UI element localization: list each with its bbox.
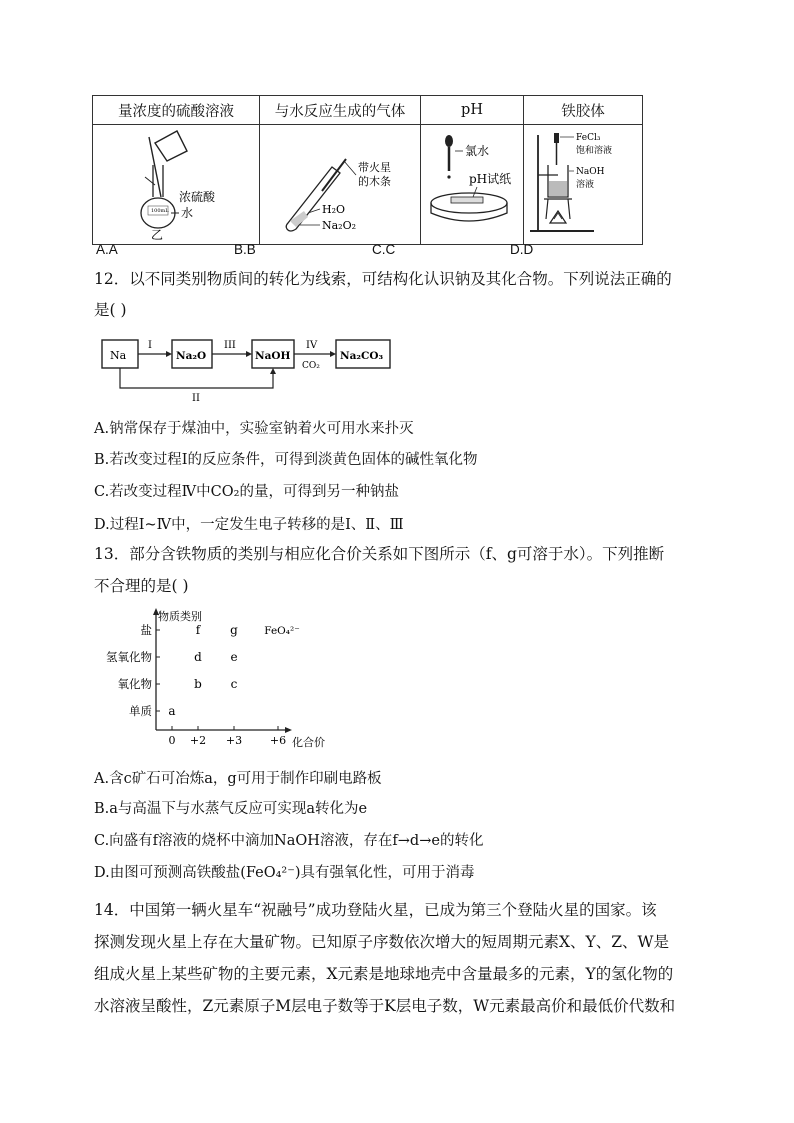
q13-option-b[interactable]: B.a与高温下与水蒸气反应可实现a转化为e [94, 801, 368, 817]
reaction-4-reagent: CO₂ [302, 361, 320, 371]
chlorine-water-label: 氯水 [465, 144, 490, 158]
na2o2-label: Na₂O₂ [322, 219, 357, 232]
table-header-a: 量浓度的硫酸溶液 [93, 96, 260, 125]
flask-volume-label: 100mL [151, 208, 169, 214]
yi-label: 乙 [151, 228, 164, 240]
q14-line-1: 14．中国第一辆火星车“祝融号”成功登陆火星，已成为第三个登陆火星的国家。该 [94, 901, 657, 919]
q12-stem-line1: 12．以不同类别物质间的转化为线索，可结构化认识钠及其化合物。下列说法正确的 [94, 270, 672, 288]
fecl3-label-1: FeCl₃ [576, 133, 601, 143]
point-e: e [230, 650, 238, 664]
sodium-conversion-diagram [96, 334, 396, 404]
water-label: 水 [181, 206, 194, 220]
q12-option-c[interactable]: C.若改变过程Ⅳ中CO₂的量，可得到另一种钠盐 [94, 484, 399, 500]
point-f: f [195, 623, 201, 637]
table-header-b: 与水反应生成的气体 [260, 96, 421, 125]
iron-valence-chart [92, 604, 352, 754]
q12-option-d[interactable]: D.过程Ⅰ~Ⅳ中，一定发生电子转移的是Ⅰ、Ⅱ、Ⅲ [94, 517, 404, 533]
x-tick-label: 0 [168, 734, 176, 747]
q11-option-c[interactable]: C.C [372, 242, 396, 257]
q12-option-a[interactable]: A.钠常保存于煤油中，实验室钠着火可用水来扑灭 [94, 421, 414, 437]
q13-option-a[interactable]: A.含c矿石可冶炼a，g可用于制作印刷电路板 [94, 771, 382, 787]
cell-a-diagram [93, 125, 260, 245]
cell-b-diagram [260, 125, 421, 245]
ph-paper-label: pH试纸 [469, 172, 512, 186]
naoh-label-1: NaOH [576, 167, 605, 177]
table-header-d: 铁胶体 [524, 96, 643, 125]
q11-option-d[interactable]: D.D [510, 242, 534, 257]
point-b: b [194, 677, 202, 691]
q13-option-d[interactable]: D.由图可预测高铁酸盐(FeO₄²⁻)具有强氧化性，可用于消毒 [94, 865, 475, 881]
category-label: 盐 [140, 623, 152, 637]
reaction-1-label: I [148, 340, 152, 351]
q12-stem-line2: 是( ) [94, 301, 127, 319]
reaction-3-label: III [224, 340, 236, 351]
point-a: a [168, 704, 176, 718]
category-label: 单质 [129, 704, 152, 718]
x-tick-label: +6 [269, 734, 287, 747]
category-label: 氢氧化物 [106, 650, 152, 664]
q14-line-2: 探测发现火星上存在大量矿物。已知原子序数依次增大的短周期元素X、Y、Z、W是 [94, 933, 669, 951]
experiment-table [92, 95, 643, 245]
q13-stem-line2: 不合理的是( ) [94, 577, 189, 595]
node-na-label: Na [110, 349, 127, 362]
x-tick-label: +3 [225, 734, 243, 747]
q11-option-b[interactable]: B.B [234, 242, 256, 257]
naoh-label-2: 溶液 [576, 180, 595, 190]
q11-option-a[interactable]: A.A [96, 242, 118, 257]
x-tick-label: +2 [189, 734, 207, 747]
conc-acid-label: 浓硫酸 [179, 190, 216, 204]
point-ferrate: FeO₄²⁻ [264, 625, 300, 637]
x-axis-title: 化合价 [292, 736, 325, 749]
reaction-4-label: IV [306, 340, 318, 351]
ph-paper-figure [421, 125, 523, 240]
fecl3-label-2: 饱和溶液 [576, 146, 613, 156]
stick-label-1: 带火星 [358, 161, 391, 174]
test-tube-figure [260, 125, 420, 240]
node-naoh-label: NaOH [255, 350, 291, 362]
q13-stem-line1: 13．部分含铁物质的类别与相应化合价关系如下图所示（f、g可溶于水）。下列推断 [94, 545, 665, 563]
point-g: g [230, 623, 238, 637]
node-na2o-label: Na₂O [176, 350, 207, 362]
point-c: c [230, 677, 238, 691]
q12-option-b[interactable]: B.若改变过程Ⅰ的反应条件，可得到淡黄色固体的碱性氧化物 [94, 452, 478, 468]
table-header-c: pH [421, 96, 524, 125]
y-axis-title: 物质类别 [158, 610, 202, 623]
reaction-2-label: II [192, 393, 200, 404]
h2o-label: H₂O [322, 203, 346, 216]
stick-label-2: 的木条 [358, 175, 391, 188]
q14-line-4: 水溶液呈酸性，Z元素原子M层电子数等于K层电子数，W元素最高价和最低价代数和 [94, 997, 676, 1015]
volumetric-flask-figure [93, 125, 259, 240]
q14-line-3: 组成火星上某些矿物的主要元素，X元素是地球地壳中含量最多的元素，Y的氢化物的 [94, 965, 674, 983]
point-d: d [194, 650, 202, 664]
colloid-setup-figure [524, 125, 642, 240]
q13-option-c[interactable]: C.向盛有f溶液的烧杯中滴加NaOH溶液，存在f→d→e的转化 [94, 833, 484, 849]
node-na2co3-label: Na₂CO₃ [340, 350, 384, 362]
cell-d-diagram [524, 125, 643, 245]
category-label: 氧化物 [117, 677, 152, 691]
cell-c-diagram [421, 125, 524, 245]
